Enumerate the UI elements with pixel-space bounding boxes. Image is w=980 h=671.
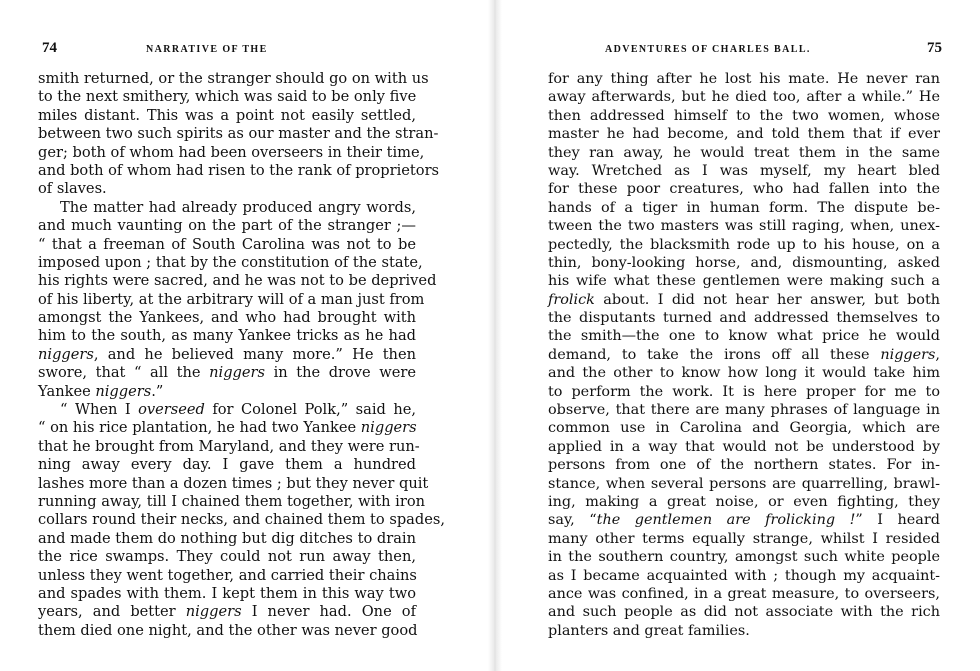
text-line: niggers, and he believed many more.” He then bbox=[38, 345, 416, 363]
right-page bbox=[548, 0, 942, 639]
text-line: The matter had already produced angry words, bbox=[60, 198, 416, 216]
text-line: “ that a freeman of South Carolina was not to be bbox=[38, 235, 416, 253]
text-line: ning away every day. I gave them a hundred bbox=[38, 456, 416, 474]
text-line: collars round their necks, and chained them to spades, bbox=[38, 511, 445, 529]
text-line: and made them do nothing but dig ditches to drain bbox=[38, 529, 416, 547]
text-line: persons from one of the northern states. For in- bbox=[548, 457, 940, 474]
text-line: his wife what these gentlemen were making such a bbox=[548, 273, 940, 290]
text-line: ing, making a great noise, or even fighting, they bbox=[548, 493, 940, 510]
running-head: NARRATIVE OF THE bbox=[146, 44, 268, 55]
text-line: him to the south, as many Yankee tricks as he had bbox=[38, 327, 416, 345]
text-line: of slaves. bbox=[38, 180, 107, 198]
page-number: 74 bbox=[42, 40, 57, 56]
text-line: years, and better niggers I never had. One of bbox=[38, 603, 416, 621]
text-line: imposed upon ; that by the constitution of the state, bbox=[38, 253, 423, 271]
text-line: and spades with them. I kept them in this way two bbox=[38, 584, 416, 602]
text-line: way. Wretched as I was myself, my heart bled bbox=[548, 162, 940, 179]
text-line: miles distant. This was a point not easily settled, bbox=[38, 106, 416, 124]
right-page-body bbox=[548, 70, 940, 640]
text-line: then addressed himself to the two women, whose bbox=[548, 107, 940, 124]
text-line: master he had become, and told them that if ever bbox=[548, 126, 940, 143]
text-line: as I became acquainted with ; though my acquaint- bbox=[548, 567, 940, 584]
running-head: ADVENTURES OF CHARLES BALL. bbox=[605, 44, 811, 55]
text-line: between two such spirits as our master and the stran- bbox=[38, 125, 439, 143]
text-line: ger; both of whom had been overseers in their time, bbox=[38, 143, 425, 161]
text-line: hands of a tiger in human form. The dispute be- bbox=[548, 199, 940, 216]
text-line: they ran away, he would treat them in the same bbox=[548, 144, 940, 161]
text-line: away afterwards, but he died too, after a while.” He bbox=[548, 89, 940, 106]
text-line: the rice swamps. They could not run away then, bbox=[38, 548, 416, 566]
text-line: tween the two masters was still raging, when, unex- bbox=[548, 218, 940, 235]
left-page bbox=[38, 0, 445, 639]
text-line: “ When I overseed for Colonel Polk,” said he, bbox=[60, 401, 416, 419]
text-line: and such people as did not associate with the rich bbox=[548, 604, 940, 621]
text-line: to the next smithery, which was said to be only five bbox=[38, 88, 417, 106]
text-line: lashes more than a dozen times ; but they never quit bbox=[38, 474, 429, 492]
text-line: frolick about. I did not hear her answer, but both bbox=[548, 291, 940, 308]
text-line: observe, that there are many phrases of language in bbox=[548, 402, 940, 419]
text-line: to perform the work. It is here proper for me to bbox=[548, 383, 940, 400]
text-line: for these poor creatures, who had fallen into the bbox=[548, 181, 940, 198]
text-line: Yankee niggers.” bbox=[38, 382, 164, 400]
text-line: for any thing after he lost his mate. He never ran bbox=[548, 71, 940, 87]
text-line: demand, to take the irons off all these niggers, bbox=[548, 346, 940, 363]
text-line: thin, bony-looking horse, and, dismounting, asked bbox=[548, 254, 940, 271]
text-line: common use in Carolina and Georgia, which are bbox=[548, 420, 940, 437]
text-line: them died one night, and the other was never good bbox=[38, 621, 418, 639]
text-line: say, “the gentlemen are frolicking !” I heard bbox=[548, 512, 940, 529]
text-line: and much vaunting on the part of the stranger ;— bbox=[38, 217, 416, 235]
text-line: many other terms equally strange, whilst I resided bbox=[548, 530, 940, 547]
text-line: and the other to know how long it would take him bbox=[548, 365, 940, 382]
text-line: planters and great families. bbox=[548, 622, 750, 639]
right-page-header bbox=[548, 40, 940, 70]
text-line: that he brought from Maryland, and they were run- bbox=[38, 437, 420, 455]
text-line: stance, when several persons are quarrelling, brawl- bbox=[548, 475, 940, 492]
left-page-body bbox=[38, 70, 445, 640]
text-line: applied in a way that would not be understood by bbox=[548, 438, 940, 455]
text-line: the disputants turned and addressed themselves to bbox=[548, 310, 940, 327]
text-line: smith returned, or the stranger should go on with us bbox=[38, 70, 429, 87]
page-gutter bbox=[488, 0, 502, 671]
text-line: pectedly, the blacksmith rode up to his house, on a bbox=[548, 236, 940, 253]
page-number: 75 bbox=[927, 40, 942, 56]
text-line: the smith—the one to know what price he would bbox=[548, 328, 940, 345]
text-line: of his liberty, at the arbitrary will of a man just from bbox=[38, 290, 425, 308]
text-line: ance was confined, in a great measure, to overseers, bbox=[548, 585, 940, 602]
text-line: running away, till I chained them together, with iron bbox=[38, 492, 426, 510]
text-line: “ on his rice plantation, he had two Yankee niggers bbox=[38, 419, 417, 437]
text-line: his rights were sacred, and he was not to be deprived bbox=[38, 272, 437, 290]
text-line: unless they went together, and carried their chains bbox=[38, 566, 417, 584]
left-page-header bbox=[38, 40, 416, 70]
text-line: swore, that “ all the niggers in the drove were bbox=[38, 364, 416, 382]
text-line: and both of whom had risen to the rank of proprietors bbox=[38, 161, 440, 179]
text-line: amongst the Yankees, and who had brought with bbox=[38, 309, 416, 327]
text-line: in the southern country, amongst such white people bbox=[548, 549, 940, 566]
